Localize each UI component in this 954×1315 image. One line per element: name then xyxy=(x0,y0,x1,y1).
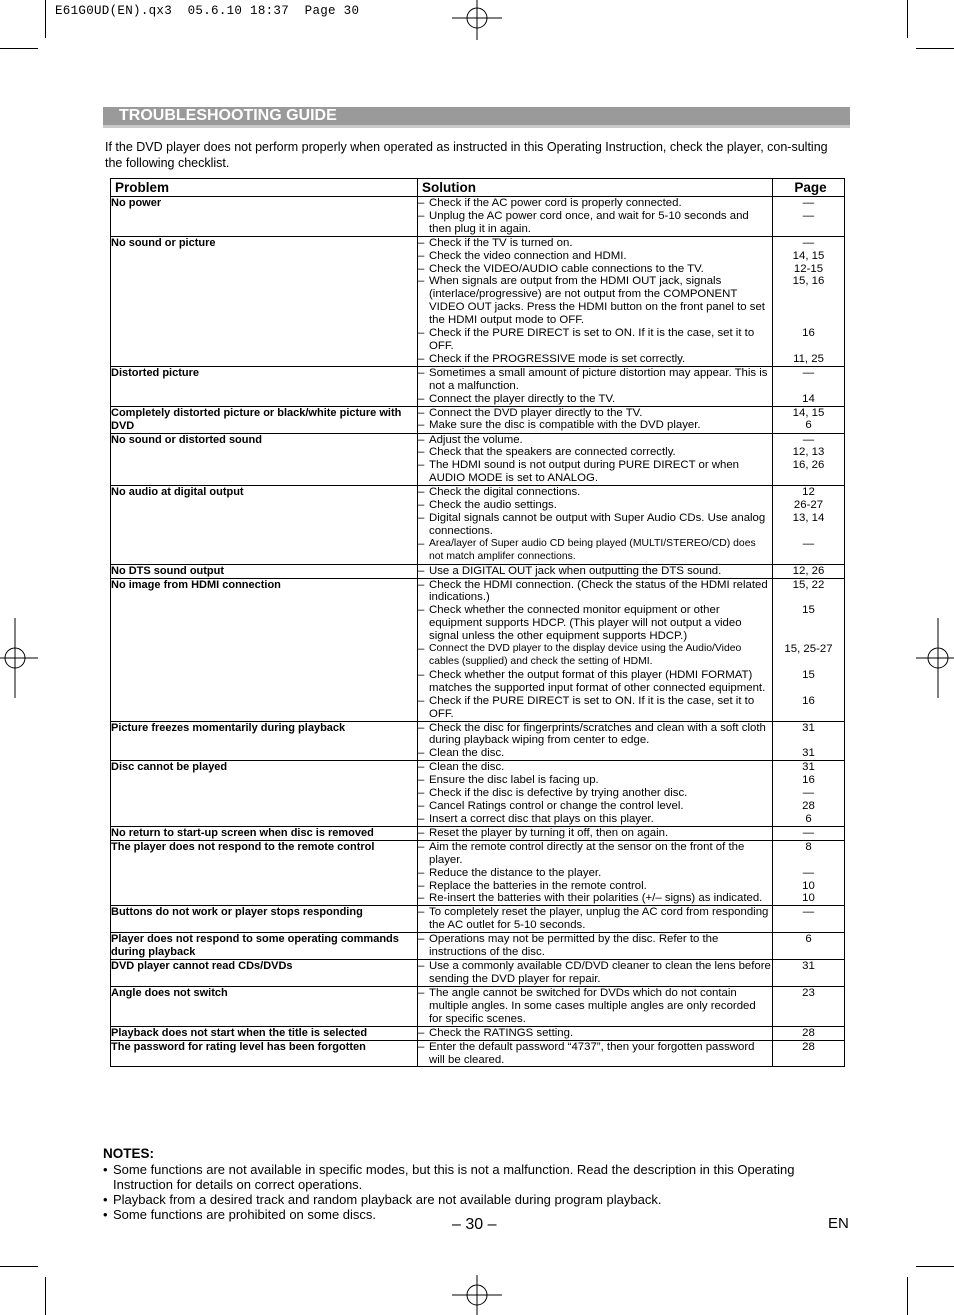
intro-paragraph: If the DVD player does not perform properly when operated as instructed in this Operating Instruction, check the player, con-sulting the following checklist. xyxy=(105,140,828,170)
troubleshooting-table xyxy=(110,178,845,1067)
solution-text: When signals are output from the HDMI OUT jack, signals (interlace/progressive) are not output from the COMPONENT VIDEO OUT jacks. Press the HDMI button on the front panel to set the HDMI output mode to OFF. xyxy=(429,275,765,327)
page-reference: 14, 15 xyxy=(792,249,825,262)
page-reference: — xyxy=(802,787,815,800)
dash-bullet: – xyxy=(418,668,425,681)
problem-cell: No audio at digital output xyxy=(111,486,418,564)
solution-text: Enter the default password “4737”, then your forgotten password will be cleared. xyxy=(429,1040,755,1066)
solution-cell xyxy=(418,721,773,761)
dash-bullet: – xyxy=(418,352,425,365)
solution-text: Check the audio settings. xyxy=(429,499,557,512)
note-text: Playback from a desired track and random playback are not available during program playback. xyxy=(113,1192,662,1207)
solution-text: Replace the batteries in the remote control. xyxy=(429,879,647,892)
problem-cell: Buttons do not work or player stops responding xyxy=(111,906,418,933)
page-cell xyxy=(773,933,845,960)
dash-bullet: – xyxy=(418,933,425,946)
solution-item xyxy=(418,237,772,250)
note-item: • Some functions are not available in specific modes, but this is not a malfunction. Read the description in this Operating Instruction for details on correct operations. xyxy=(103,1162,843,1192)
solution-cell xyxy=(418,406,773,433)
solution-text: Check the video connection and HDMI. xyxy=(429,249,627,262)
page-reference: 31 xyxy=(802,761,815,774)
table-row xyxy=(111,906,845,933)
solution-text: Check whether the connected monitor equipment or other equipment supports HDCP. (This player will not output a video signal unless the other equipment supports HDCP.) xyxy=(429,604,742,643)
table-row xyxy=(111,366,845,406)
dash-bullet: – xyxy=(418,406,425,419)
solution-text: Check the digital connections. xyxy=(429,486,581,499)
page-reference: 31 xyxy=(802,721,815,734)
dash-bullet: – xyxy=(418,249,425,262)
page-reference: 11, 25 xyxy=(793,352,824,365)
print-slug: E61G0UD(EN).qx3 05.6.10 18:37 Page 30 xyxy=(55,4,360,18)
solution-text: Clean the disc. xyxy=(429,747,505,760)
dash-bullet: – xyxy=(418,511,425,524)
page-reference: 12, 26 xyxy=(792,564,825,577)
dash-bullet: – xyxy=(418,419,425,432)
solution-text: Reduce the distance to the player. xyxy=(429,866,602,879)
page-reference: 12 xyxy=(802,486,815,499)
problem-cell: Angle does not switch xyxy=(111,986,418,1026)
problem-cell: Disc cannot be played xyxy=(111,761,418,827)
solution-text: Make sure the disc is compatible with the DVD player. xyxy=(429,419,701,432)
page-cell xyxy=(773,761,845,827)
dash-bullet: – xyxy=(418,262,425,275)
solution-item xyxy=(418,565,772,578)
dash-bullet: – xyxy=(418,840,425,853)
dash-bullet: – xyxy=(418,537,425,550)
solution-item xyxy=(418,774,772,787)
solution-item xyxy=(418,538,772,564)
solution-item xyxy=(418,960,772,986)
table-row xyxy=(111,406,845,433)
page-reference: 16 xyxy=(802,327,815,340)
dash-bullet: – xyxy=(418,197,425,209)
solution-text: Sometimes a small amount of picture distortion may appear. This is not a malfunction. xyxy=(429,366,768,392)
solution-item xyxy=(418,499,772,512)
page-reference: — xyxy=(802,197,815,209)
table-row xyxy=(111,933,845,960)
solution-cell xyxy=(418,366,773,406)
page-cell xyxy=(773,721,845,761)
page-cell xyxy=(773,564,845,578)
solution-text: Use a commonly available CD/DVD cleaner to clean the lens before sending the DVD player for repair. xyxy=(429,960,771,986)
solution-item xyxy=(418,419,772,432)
solution-cell xyxy=(418,826,773,840)
page-reference: 15 xyxy=(802,668,815,681)
solution-item xyxy=(418,669,772,695)
solution-text: Cancel Ratings control or change the control level. xyxy=(429,799,684,812)
table-row xyxy=(111,197,845,237)
solution-text: Check if the disc is defective by trying another disc. xyxy=(429,787,688,800)
solution-text: Check if the PURE DIRECT is set to ON. If it is the case, set it to OFF. xyxy=(429,327,755,352)
page-cell xyxy=(773,236,845,366)
page-reference: 15 xyxy=(802,604,815,617)
page-cell xyxy=(773,960,845,987)
registration-mark-icon xyxy=(452,1273,502,1315)
solution-item xyxy=(418,643,772,669)
solution-item xyxy=(418,353,772,366)
dash-bullet: – xyxy=(418,327,425,340)
dash-bullet: – xyxy=(418,578,425,591)
page-cell xyxy=(773,1040,845,1067)
dash-bullet: – xyxy=(418,209,425,222)
note-text: Some functions are prohibited on some discs. xyxy=(113,1207,377,1222)
solution-text: Adjust the volume. xyxy=(429,433,523,446)
solution-cell xyxy=(418,840,773,906)
solution-text: Connect the player directly to the TV. xyxy=(429,392,616,405)
solution-cell xyxy=(418,761,773,827)
solution-text: Aim the remote control directly at the sensor on the front of the player. xyxy=(429,840,745,866)
solution-text: Connect the DVD player directly to the TV. xyxy=(429,406,643,419)
solution-text: Check whether the output format of this player (HDMI FORMAT) matches the supported input format of other connected equipment. xyxy=(429,668,766,694)
section-header xyxy=(103,107,850,128)
table-row xyxy=(111,840,845,906)
page-reference: — xyxy=(802,866,815,879)
solution-item xyxy=(418,512,772,538)
solution-text: Check the HDMI connection. (Check the status of the HDMI related indications.) xyxy=(429,578,768,604)
solution-text: Check the RATINGS setting. xyxy=(429,1026,574,1039)
solution-item xyxy=(418,880,772,893)
page-reference: 31 xyxy=(802,960,815,973)
dash-bullet: – xyxy=(418,366,425,379)
page-reference: 10 xyxy=(802,892,815,905)
notes-section xyxy=(103,1146,843,1222)
section-title: TROUBLESHOOTING GUIDE xyxy=(119,107,337,124)
solution-cell xyxy=(418,433,773,486)
column-header-problem: Problem xyxy=(111,179,418,197)
solution-item xyxy=(418,250,772,263)
solution-item xyxy=(418,827,772,840)
dash-bullet: – xyxy=(418,774,425,787)
solution-text: Operations may not be permitted by the disc. Refer to the instructions of the disc. xyxy=(429,933,719,959)
page-reference: 16 xyxy=(802,774,815,787)
solution-text: Unplug the AC power cord once, and wait for 5-10 seconds and then plug it in again. xyxy=(429,209,749,235)
dash-bullet: – xyxy=(418,826,425,839)
solution-item xyxy=(418,813,772,826)
dash-bullet: – xyxy=(418,499,425,512)
solution-cell xyxy=(418,1040,773,1067)
solution-item xyxy=(418,695,772,721)
solution-item xyxy=(418,747,772,760)
trim-mark xyxy=(916,48,954,49)
page-reference: 31 xyxy=(802,747,815,760)
registration-mark-icon xyxy=(914,618,954,698)
column-header-page: Page xyxy=(773,179,845,197)
solution-cell xyxy=(418,906,773,933)
solution-item xyxy=(418,486,772,499)
page-cell xyxy=(773,366,845,406)
dash-bullet: – xyxy=(418,433,425,446)
solution-cell xyxy=(418,197,773,237)
dash-bullet: – xyxy=(418,486,425,499)
solution-item xyxy=(418,1041,772,1067)
trim-mark xyxy=(0,48,38,49)
language-tag: EN xyxy=(828,1215,849,1232)
solution-text: Check if the PROGRESSIVE mode is set correctly. xyxy=(429,352,686,365)
solution-text: Reset the player by turning it off, then on again. xyxy=(429,826,669,839)
dash-bullet: – xyxy=(418,866,425,879)
table-row xyxy=(111,960,845,987)
problem-cell: No sound or picture xyxy=(111,236,418,366)
dash-bullet: – xyxy=(418,275,425,288)
solution-item xyxy=(418,604,772,643)
dash-bullet: – xyxy=(418,446,425,459)
page-reference: 12, 13 xyxy=(792,446,825,459)
page-cell xyxy=(773,840,845,906)
page-reference: — xyxy=(802,366,815,379)
page-reference: 28 xyxy=(802,799,815,812)
dash-bullet: – xyxy=(418,761,425,774)
solution-text: Check if the AC power cord is properly connected. xyxy=(429,197,682,209)
page-reference: 15, 25-27 xyxy=(784,643,833,656)
dash-bullet: – xyxy=(418,812,425,825)
page-reference: 10 xyxy=(802,879,815,892)
dash-bullet: – xyxy=(418,879,425,892)
problem-cell: Completely distorted picture or black/white picture with DVD xyxy=(111,406,418,433)
solution-cell xyxy=(418,1026,773,1040)
page-reference: — xyxy=(802,236,815,249)
dash-bullet: – xyxy=(418,960,425,973)
solution-text: Connect the DVD player to the display device using the Audio/Video cables (supplied) and check the setting of HDMI. xyxy=(429,643,742,667)
table-row xyxy=(111,486,845,564)
page-cell xyxy=(773,486,845,564)
problem-cell: No power xyxy=(111,197,418,237)
page-reference: 6 xyxy=(805,812,812,825)
dash-bullet: – xyxy=(418,892,425,905)
solution-item xyxy=(418,210,772,236)
page-number: – 30 – xyxy=(452,1216,497,1233)
dash-bullet: – xyxy=(418,643,425,656)
page-reference: — xyxy=(802,433,815,446)
solution-item xyxy=(418,722,772,748)
page-reference: 6 xyxy=(805,419,812,432)
registration-mark-icon xyxy=(0,618,40,698)
solution-item xyxy=(418,263,772,276)
solution-cell xyxy=(418,578,773,721)
solution-item xyxy=(418,867,772,880)
table-row xyxy=(111,986,845,1026)
solution-text: Check if the TV is turned on. xyxy=(429,236,573,249)
page-reference: 14, 15 xyxy=(792,406,825,419)
solution-cell xyxy=(418,564,773,578)
notes-title: NOTES: xyxy=(103,1146,155,1161)
page-cell xyxy=(773,906,845,933)
note-text: Some functions are not available in specific modes, but this is not a malfunction. Read the description in this Operating Instruction for details on correct operations. xyxy=(113,1162,795,1192)
page-cell xyxy=(773,578,845,721)
trim-mark xyxy=(916,1266,954,1267)
dash-bullet: – xyxy=(418,799,425,812)
page-reference: — xyxy=(802,537,815,550)
solution-item xyxy=(418,393,772,406)
problem-cell: No return to start-up screen when disc is removed xyxy=(111,826,418,840)
table-row xyxy=(111,236,845,366)
trim-mark xyxy=(0,1266,38,1267)
table-row xyxy=(111,578,845,721)
column-header-solution: Solution xyxy=(418,179,773,197)
solution-item xyxy=(418,407,772,420)
solution-cell xyxy=(418,986,773,1026)
table-row xyxy=(111,761,845,827)
problem-cell: The password for rating level has been forgotten xyxy=(111,1040,418,1067)
solution-item xyxy=(418,197,772,210)
solution-text: Re-insert the batteries with their polarities (+/– signs) as indicated. xyxy=(429,892,763,905)
solution-text: Check if the PURE DIRECT is set to ON. If it is the case, set it to OFF. xyxy=(429,694,755,720)
problem-cell: Player does not respond to some operating commands during playback xyxy=(111,933,418,960)
page-reference: — xyxy=(802,906,815,919)
dash-bullet: – xyxy=(418,906,425,919)
page-cell xyxy=(773,826,845,840)
page-reference: 12-15 xyxy=(793,262,824,275)
dash-bullet: – xyxy=(418,1026,425,1039)
solution-item xyxy=(418,800,772,813)
trim-mark xyxy=(45,0,46,38)
page-reference: 26-27 xyxy=(793,499,824,512)
page-reference: — xyxy=(802,209,815,222)
page-reference: 8 xyxy=(805,840,812,853)
solution-item xyxy=(418,367,772,393)
page-reference: 28 xyxy=(802,1026,815,1039)
page-reference: 15, 22 xyxy=(792,578,825,591)
solution-item xyxy=(418,841,772,867)
trim-mark xyxy=(45,1277,46,1315)
registration-mark-icon xyxy=(452,0,502,42)
solution-item xyxy=(418,459,772,485)
solution-cell xyxy=(418,933,773,960)
problem-cell: Picture freezes momentarily during playback xyxy=(111,721,418,761)
solution-item xyxy=(418,892,772,905)
dash-bullet: – xyxy=(418,747,425,760)
table-row xyxy=(111,721,845,761)
solution-item xyxy=(418,787,772,800)
table-header-row xyxy=(111,179,845,197)
page-reference: 16 xyxy=(802,694,815,707)
problem-cell: No DTS sound output xyxy=(111,564,418,578)
page-cell xyxy=(773,406,845,433)
problem-cell: Playback does not start when the title is selected xyxy=(111,1026,418,1040)
table-row xyxy=(111,1040,845,1067)
table-row xyxy=(111,1026,845,1040)
page-reference: 15, 16 xyxy=(792,275,825,288)
solution-text: The HDMI sound is not output during PURE DIRECT or when AUDIO MODE is set to ANALOG. xyxy=(429,459,740,485)
dash-bullet: – xyxy=(418,694,425,707)
solution-text: Clean the disc. xyxy=(429,761,505,774)
dash-bullet: – xyxy=(418,459,425,472)
page-reference: 13, 14 xyxy=(792,511,825,524)
page-reference: 16, 26 xyxy=(792,459,825,472)
solution-text: Insert a correct disc that plays on this player. xyxy=(429,812,654,825)
dash-bullet: – xyxy=(418,392,425,405)
solution-text: Check that the speakers are connected correctly. xyxy=(429,446,676,459)
solution-item xyxy=(418,906,772,932)
problem-cell: Distorted picture xyxy=(111,366,418,406)
page-cell xyxy=(773,986,845,1026)
solution-item xyxy=(418,933,772,959)
solution-text: Check the VIDEO/AUDIO cable connections to the TV. xyxy=(429,262,704,275)
solution-item xyxy=(418,579,772,605)
solution-text: Use a DIGITAL OUT jack when outputting the DTS sound. xyxy=(429,564,722,577)
page-cell xyxy=(773,197,845,237)
solution-item xyxy=(418,987,772,1026)
solution-text: Check the disc for fingerprints/scratches and clean with a soft cloth during playback wiping from center to edge. xyxy=(429,721,766,747)
page-reference: 28 xyxy=(802,1040,815,1053)
table-row xyxy=(111,826,845,840)
dash-bullet: – xyxy=(418,787,425,800)
dash-bullet: – xyxy=(418,986,425,999)
solution-cell xyxy=(418,960,773,987)
solution-text: Area/layer of Super audio CD being played (MULTI/STEREO/CD) does not match amplifer connections. xyxy=(429,537,756,562)
solution-text: The angle cannot be switched for DVDs which do not contain multiple angles. In some cases multiple angles are only recorded for specific scenes. xyxy=(429,986,756,1025)
note-item: • Playback from a desired track and random playback are not available during program playback. xyxy=(103,1192,662,1207)
page-reference: 23 xyxy=(802,986,815,999)
solution-item xyxy=(418,446,772,459)
solution-item xyxy=(418,275,772,327)
dash-bullet: – xyxy=(418,1040,425,1053)
table-row xyxy=(111,564,845,578)
solution-item xyxy=(418,761,772,774)
solution-cell xyxy=(418,236,773,366)
solution-item xyxy=(418,434,772,447)
note-item: • Some functions are prohibited on some discs. xyxy=(103,1207,377,1222)
page-cell xyxy=(773,1026,845,1040)
dash-bullet: – xyxy=(418,604,425,617)
dash-bullet: – xyxy=(418,564,425,577)
page-reference: — xyxy=(802,826,815,839)
solution-item xyxy=(418,1027,772,1040)
solution-cell xyxy=(418,486,773,564)
dash-bullet: – xyxy=(418,721,425,734)
problem-cell: DVD player cannot read CDs/DVDs xyxy=(111,960,418,987)
solution-text: Digital signals cannot be output with Super Audio CDs. Use analog connections. xyxy=(429,511,766,537)
solution-text: Ensure the disc label is facing up. xyxy=(429,774,599,787)
problem-cell: The player does not respond to the remote control xyxy=(111,840,418,906)
page-reference: 14 xyxy=(802,392,815,405)
dash-bullet: – xyxy=(418,236,425,249)
solution-item xyxy=(418,327,772,353)
table-row xyxy=(111,433,845,486)
page-cell xyxy=(773,433,845,486)
page-reference: 6 xyxy=(805,933,812,946)
problem-cell: No sound or distorted sound xyxy=(111,433,418,486)
problem-cell: No image from HDMI connection xyxy=(111,578,418,721)
trim-mark xyxy=(907,1277,908,1315)
trim-mark xyxy=(907,0,908,38)
solution-text: To completely reset the player, unplug the AC cord from responding the AC outlet for 5-10 seconds. xyxy=(429,906,769,932)
